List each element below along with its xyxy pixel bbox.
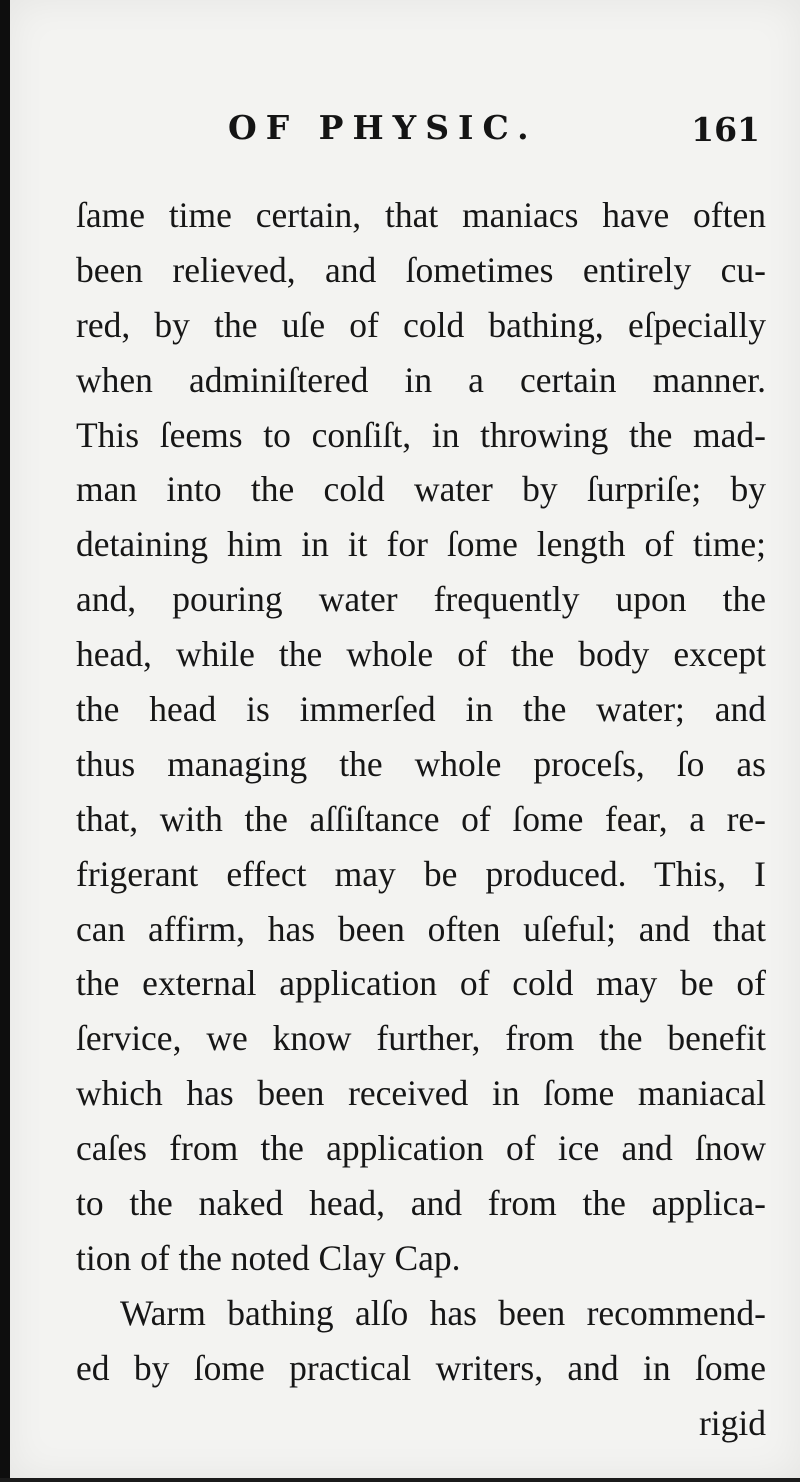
- text-line: been relieved, and ſometimes entirely cu-: [76, 249, 766, 290]
- page-left-edge: [0, 0, 10, 1482]
- text-line: head, while the whole of the body except: [76, 634, 766, 675]
- text-line: that, with the aſſiſtance of ſome fear, a re-: [76, 798, 766, 839]
- text-line: the head is immerſed in the water; and: [76, 689, 766, 730]
- text-line: detaining him in it for ſome length of time;: [76, 524, 766, 565]
- page-number: 161: [691, 110, 760, 149]
- book-page: [10, 0, 800, 1478]
- text-line: frigerant effect may be produced. This, I: [76, 853, 766, 894]
- text-line: when adminiſtered in a certain manner.: [76, 359, 766, 400]
- text-line: ed by ſome practical writers, and in ſome: [76, 1347, 766, 1388]
- catchword: rigid: [698, 1402, 766, 1443]
- text-line: thus managing the whole proceſs, ſo as: [76, 743, 766, 784]
- text-line: ſervice, we know further, from the benefit: [76, 1018, 766, 1059]
- text-line: red, by the uſe of cold bathing, eſpecially: [76, 304, 766, 345]
- text-line: Warm bathing alſo has been recommend-: [120, 1292, 766, 1333]
- text-line: which has been received in ſome maniacal: [76, 1073, 766, 1114]
- page-header: [10, 108, 800, 158]
- text-line: caſes from the application of ice and ſnow: [76, 1128, 766, 1169]
- text-line: to the naked head, and from the applica-: [76, 1183, 766, 1224]
- text-line: ſame time certain, that maniacs have often: [76, 195, 766, 235]
- text-line: tion of the noted Clay Cap.: [76, 1237, 461, 1278]
- text-line: and, pouring water frequently upon the: [76, 579, 766, 620]
- text-line: This ſeems to conſiſt, in throwing the mad-: [76, 414, 766, 455]
- text-line: man into the cold water by ſurpriſe; by: [76, 469, 766, 510]
- text-line: the external application of cold may be of: [76, 963, 766, 1004]
- text-line: can affirm, has been often uſeful; and that: [76, 908, 766, 949]
- body-text: [76, 188, 766, 1450]
- running-head: OF PHYSIC.: [228, 108, 538, 147]
- page-bottom-edge: [0, 1478, 800, 1482]
